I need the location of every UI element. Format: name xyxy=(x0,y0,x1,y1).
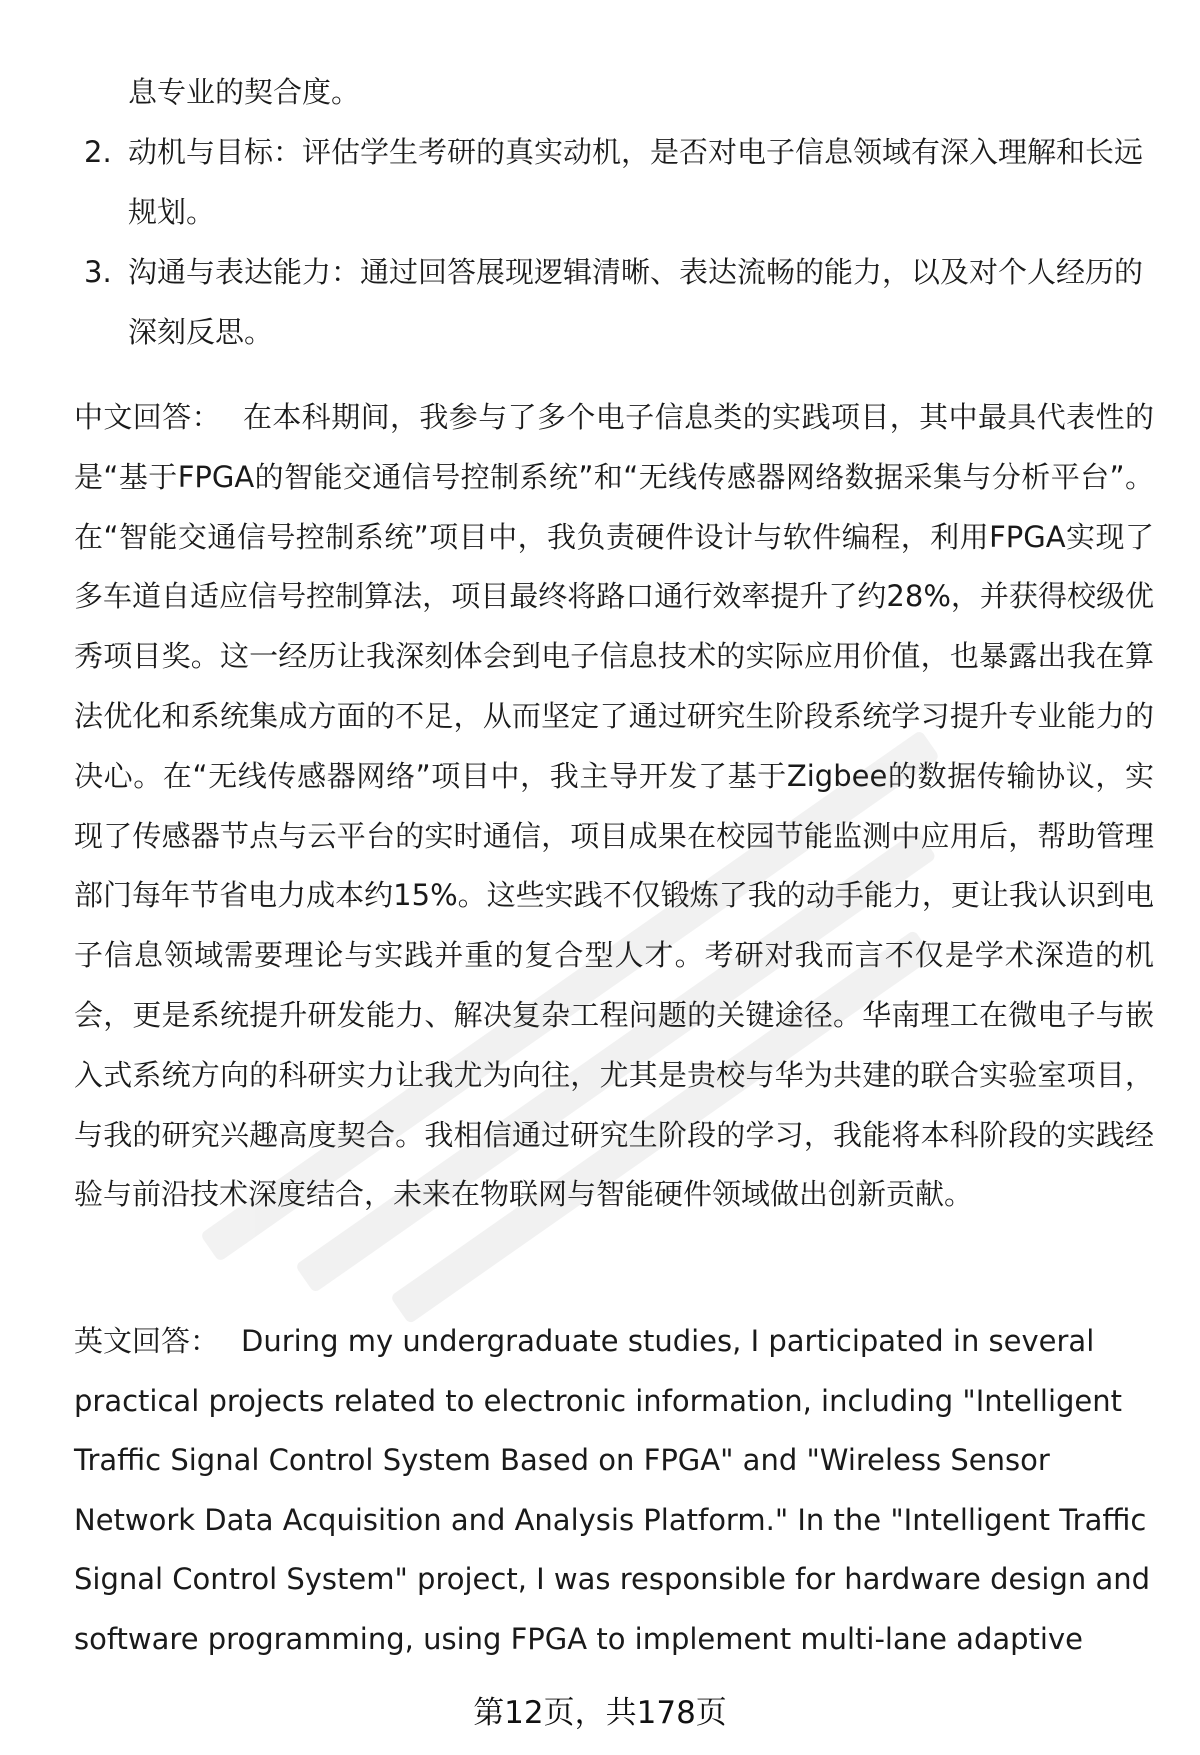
list-item-number: 2. xyxy=(84,135,112,169)
page-number-footer xyxy=(0,1693,1200,1733)
chinese-answer-label: 中文回答： xyxy=(74,400,221,434)
list-item xyxy=(74,242,1154,362)
chinese-answer-text: 在本科期间，我参与了多个电子信息类的实践项目，其中最具代表性的是“基于FPGA的智能交通信号控制系统”和“无线传感器网络数据采集与分析平台”。在“智能交通信号控制系统”项目中，我负责硬件设计与软件编程，利用FPGA实现了多车道自适应信号控制算法，项目最终将路口通行效率提升了约28%，并获得校级优秀项目奖。这一经历让我深刻体会到电子信息技术的实际应用价值，也暴露出我在算法优化和系统集成方面的不足，从而坚定了通过研究生阶段系统学习提升专业能力的决心。在“无线传感器网络”项目中，我主导开发了基于Zigbee的数据传输协议，实现了传感器节点与云平台的实时通信，项目成果在校园节能监测中应用后，帮助管理部门每年节省电力成本约15%。这些实践不仅锻炼了我的动手能力，更让我认识到电子信息领域需要理论与实践并重的复合型人才。考研对我而言不仅是学术深造的机会，更是系统提升研发能力、解决复杂工程问题的关键途径。华南理工在微电子与嵌入式系统方向的科研实力让我尤为向往，尤其是贵校与华为共建的联合实验室项目，与我的研究兴趣高度契合。我相信通过研究生阶段的学习，我能将本科阶段的实践经验与前沿技术深度结合，未来在物联网与智能硬件领域做出创新贡献。 xyxy=(74,400,1154,1212)
chinese-answer-paragraph xyxy=(74,388,1154,1225)
list-item xyxy=(74,122,1154,242)
list-item-text: 息专业的契合度。 xyxy=(128,75,361,109)
list-item-number: 3. xyxy=(84,255,112,289)
page-number: 第12页，共178页 xyxy=(473,1695,727,1731)
evaluation-criteria-list xyxy=(74,62,1154,362)
list-item-text: 沟通与表达能力：通过回答展现逻辑清晰、表达流畅的能力，以及对个人经历的深刻反思。 xyxy=(128,255,1144,349)
english-answer-text: During my undergraduate studies, I participated in several practical projects related to electronic information, including "Intelligent Traffic Signal Control System Based on FPGA" and "Wireless Sensor Network Data Acquisition and Analysis Platform." In the "Intelligent Traffic Signal Control System" project, I was responsible for hardware design and software programming, using FPGA to implement multi-lane adaptive xyxy=(74,1324,1151,1656)
list-item-text: 动机与目标：评估学生考研的真实动机，是否对电子信息领域有深入理解和长远规划。 xyxy=(128,135,1144,229)
english-answer-label: 英文回答： xyxy=(74,1324,220,1358)
list-item-continuation xyxy=(74,62,1154,122)
english-answer-paragraph xyxy=(74,1312,1154,1669)
